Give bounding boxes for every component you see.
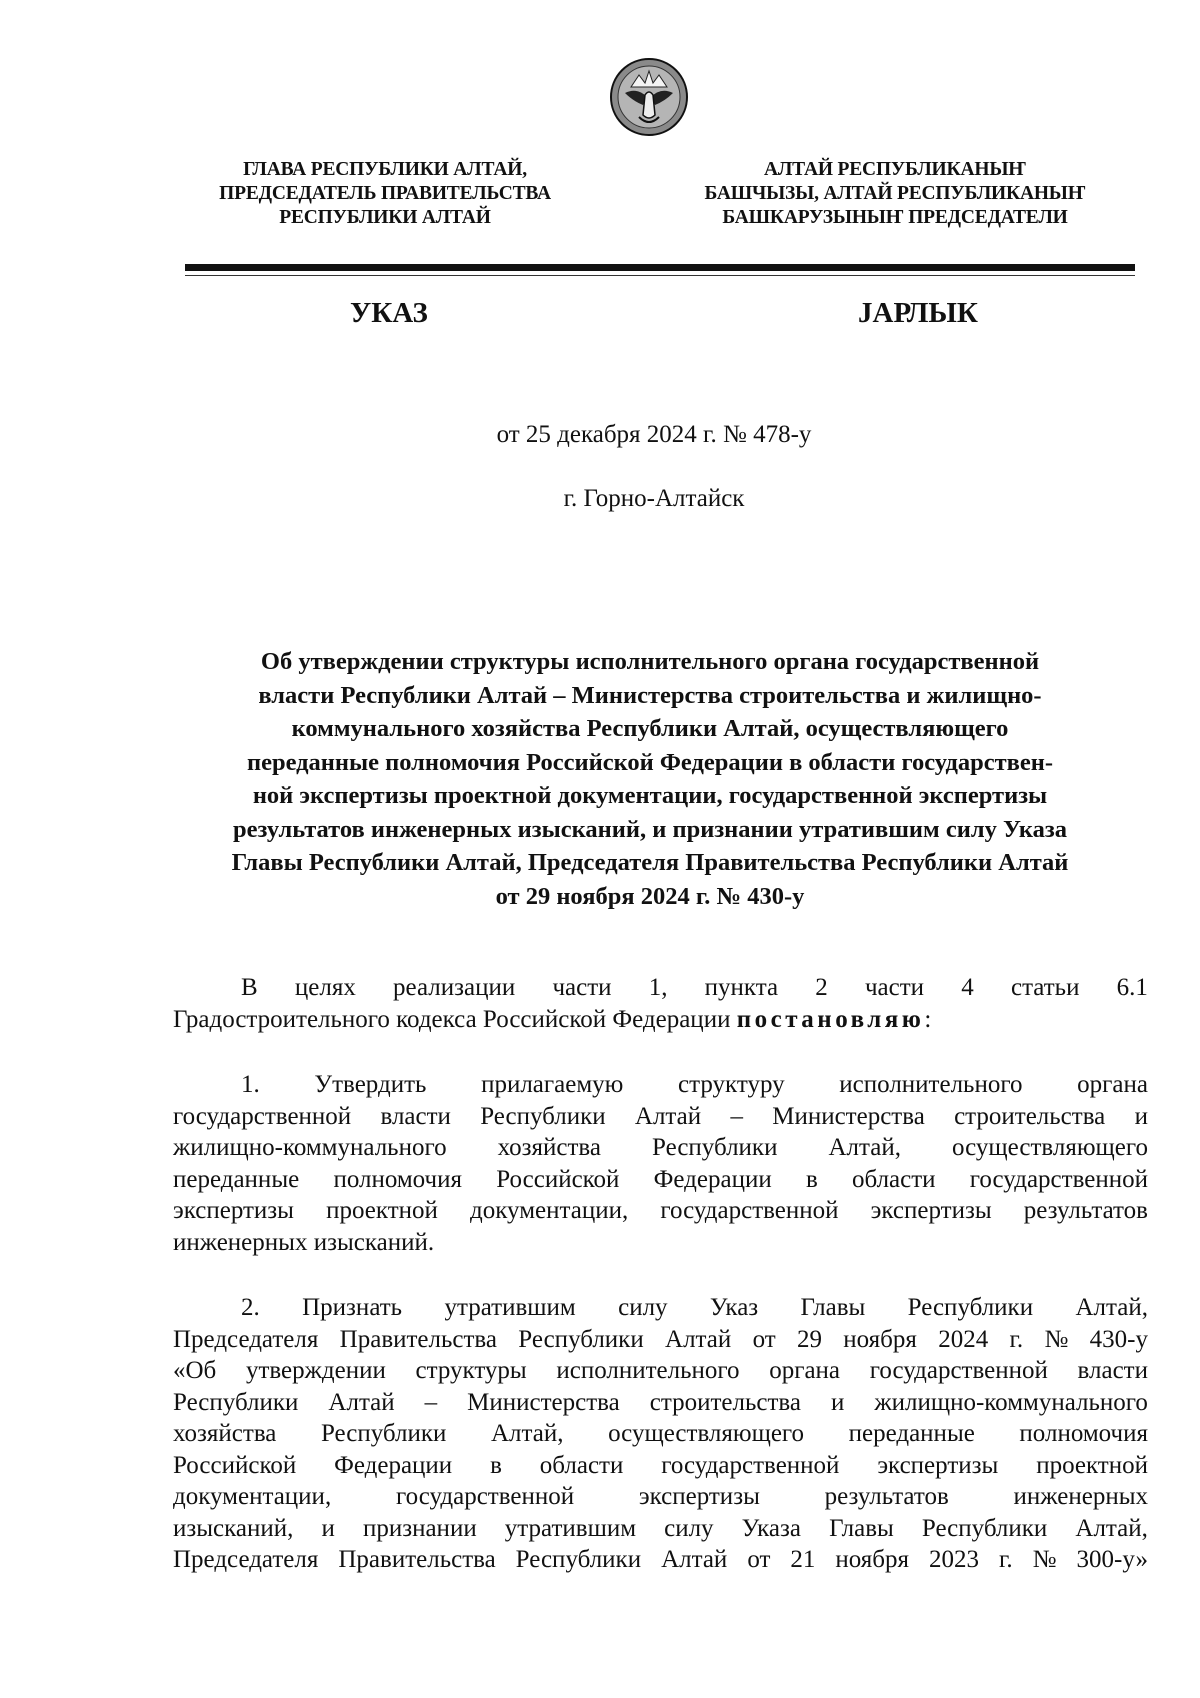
word: г. — [998, 1546, 1013, 1573]
word: 29 — [796, 1325, 822, 1353]
word: жилищно-коммунального — [173, 1134, 447, 1161]
word: утратившим — [444, 1294, 576, 1321]
title-line: Главы Республики Алтай, Председателя Правительства Республики Алтай — [231, 849, 1069, 876]
word: Министерства — [467, 1388, 620, 1416]
word: полномочия — [1019, 1420, 1148, 1447]
word: 2 — [815, 974, 828, 1001]
justified-line — [173, 1132, 1148, 1164]
word: Российской — [173, 1451, 297, 1479]
justified-line — [173, 1387, 1148, 1419]
justified-line — [173, 1450, 1148, 1482]
word: Федерации — [653, 1165, 772, 1193]
justified-line — [173, 1324, 1148, 1356]
preamble-colon: : — [924, 1005, 932, 1033]
word: 6.1 — [1116, 974, 1148, 1001]
issuer-line: БАШЧЫЗЫ, АЛТАЙ РЕСПУБЛИКАНЫҤ — [704, 183, 1086, 204]
word: инженерных — [1013, 1483, 1148, 1510]
word: и — [830, 1388, 845, 1416]
word: признании — [362, 1514, 477, 1542]
word: Республики — [480, 1102, 606, 1130]
justified-line — [173, 1164, 1148, 1196]
word: и — [321, 1514, 335, 1542]
doc-type-russian: УКАЗ — [350, 297, 428, 329]
word: статьи — [1010, 974, 1080, 1001]
word: экспертизы — [173, 1197, 294, 1224]
issuer-line: ПРЕДСЕДАТЕЛЬ ПРАВИТЕЛЬСТВА — [219, 183, 551, 204]
word: 2. — [241, 1294, 260, 1321]
word: 4 — [961, 974, 974, 1001]
word: ноября — [835, 1546, 910, 1573]
preamble-paragraph — [173, 972, 1148, 1035]
word: 430-у — [1089, 1325, 1148, 1353]
word: силу — [618, 1294, 668, 1321]
word: проектной — [326, 1197, 438, 1224]
word: «Об — [173, 1357, 217, 1384]
word: экспертизы — [870, 1197, 992, 1224]
word: жилищно-коммунального — [874, 1388, 1148, 1416]
word: экспертизы — [877, 1451, 999, 1479]
word: структуру — [678, 1071, 785, 1098]
word: целях — [294, 974, 356, 1001]
word: хозяйства — [497, 1134, 602, 1161]
word: Председателя — [173, 1325, 319, 1353]
word: ноября — [843, 1325, 917, 1353]
justified-line — [173, 1355, 1148, 1387]
word: Алтай — [665, 1325, 732, 1353]
word: государственной — [969, 1165, 1148, 1193]
coat-of-arms-icon — [609, 57, 689, 137]
decree-city: г. Горно-Алтайск — [563, 485, 745, 512]
resolve-word: постановляю — [736, 1005, 925, 1033]
preamble-text: Градостроительного кодекса Российской Федерации — [173, 1005, 737, 1033]
word: Республики — [921, 1514, 1048, 1542]
word: Указ — [709, 1294, 759, 1321]
word: Главы — [829, 1514, 894, 1542]
word: государственной — [661, 1451, 840, 1479]
justified-line — [173, 1195, 1148, 1227]
header-divider-thin — [185, 275, 1135, 276]
word: г. — [1009, 1325, 1024, 1353]
issuer-line: БАШКАРУЗЫНЫҤ ПРЕДСЕДАТЕЛИ — [722, 207, 1068, 228]
word: изысканий, — [173, 1514, 294, 1542]
word: государственной — [173, 1102, 352, 1130]
word: от — [752, 1325, 776, 1353]
title-line: результатов инженерных изысканий, и признании утратившим силу Указа — [232, 815, 1068, 843]
word: государственной — [869, 1357, 1048, 1384]
justified-line — [173, 1418, 1148, 1450]
word: власти — [380, 1102, 451, 1130]
word: – — [730, 1102, 743, 1130]
issuer-title-altai — [685, 158, 1105, 230]
issuer-line: РЕСПУБЛИКИ АЛТАЙ — [279, 207, 491, 228]
word: органа — [1077, 1071, 1148, 1098]
word: 2023 — [929, 1546, 979, 1573]
word: области — [851, 1165, 936, 1193]
title-line: от 29 ноября 2024 г. № 430-у — [495, 882, 805, 910]
word: Правительства — [338, 1546, 496, 1573]
title-line: власти Республики Алтай – Министерства строительства и жилищно- — [258, 681, 1042, 709]
word: в — [805, 1165, 818, 1193]
justified-line — [173, 1292, 1148, 1324]
word: Алтай, — [490, 1420, 564, 1447]
word: пункта — [704, 974, 779, 1001]
justified-line — [173, 1069, 1148, 1101]
word: № — [1032, 1546, 1057, 1573]
word: государственной — [660, 1197, 839, 1224]
word: Алтай, — [1075, 1514, 1148, 1542]
word: осуществляющего — [608, 1420, 805, 1447]
word: Алтай — [328, 1388, 395, 1416]
clause-1-paragraph — [173, 1069, 1148, 1258]
word: – — [424, 1388, 438, 1416]
justified-line — [173, 1544, 1148, 1576]
word: 2024 — [938, 1325, 989, 1353]
word: Главы — [800, 1294, 866, 1321]
decree-date-number: от 25 декабря 2024 г. № 478-у — [496, 421, 812, 448]
word: № — [1044, 1325, 1069, 1353]
title-line: коммунального хозяйства Республики Алтай, осуществляющего — [291, 715, 1009, 742]
word: в — [490, 1451, 502, 1479]
issuer-title-russian — [175, 158, 595, 230]
word: документации, — [470, 1197, 629, 1224]
word: области — [539, 1451, 624, 1479]
title-line: переданные полномочия Российской Федерации в области государствен- — [246, 748, 1054, 776]
word: результатов — [1023, 1197, 1148, 1224]
word: строительства — [649, 1388, 801, 1416]
word: утратившим — [504, 1514, 637, 1542]
word: хозяйства — [173, 1420, 277, 1447]
word: Алтай, — [1075, 1294, 1148, 1321]
word: Алтай — [634, 1102, 702, 1130]
word: и — [1134, 1102, 1148, 1130]
clause-2-paragraph — [173, 1292, 1148, 1576]
word: утверждении — [245, 1357, 386, 1384]
word: Республики — [518, 1325, 644, 1353]
word: от — [747, 1546, 771, 1573]
word: исполнительного — [839, 1071, 1023, 1098]
word: части — [864, 974, 925, 1001]
preamble-line-2 — [173, 1004, 1148, 1036]
issuer-line: АЛТАЙ РЕСПУБЛИКАНЫҤ — [763, 159, 1027, 180]
word: власти — [1077, 1357, 1148, 1384]
word: Российской — [496, 1165, 620, 1193]
word: Признать — [302, 1294, 403, 1321]
doc-type-altai: ЈАРЛЫК — [858, 297, 978, 329]
word: результатов — [824, 1483, 949, 1510]
word: силу — [664, 1514, 714, 1542]
issuer-line: ГЛАВА РЕСПУБЛИКИ АЛТАЙ, — [243, 159, 527, 180]
word: Республики — [320, 1420, 447, 1447]
justified-line — [173, 1481, 1148, 1513]
word: части — [552, 974, 612, 1001]
word: реализации — [393, 974, 516, 1001]
justified-line — [173, 1101, 1148, 1133]
decree-title — [150, 645, 1150, 913]
justified-line — [173, 972, 1148, 1004]
word: Республики — [515, 1546, 642, 1573]
word: Указа — [741, 1514, 801, 1542]
word: Министерства — [772, 1102, 925, 1130]
word: Председателя — [173, 1546, 319, 1573]
word: полномочия — [333, 1165, 462, 1193]
word: 1, — [648, 974, 668, 1001]
word: осуществляющего — [951, 1134, 1148, 1161]
word: В — [241, 974, 258, 1001]
word: прилагаемую — [481, 1071, 624, 1098]
word: переданные — [173, 1165, 300, 1193]
word: исполнительного — [556, 1357, 740, 1384]
word: Утвердить — [314, 1071, 427, 1098]
justified-line — [173, 1513, 1148, 1545]
word: Федерации — [334, 1451, 453, 1479]
word: экспертизы — [638, 1483, 760, 1510]
word: Республики — [907, 1294, 1034, 1321]
word: документации, — [173, 1483, 332, 1510]
word: Правительства — [339, 1325, 497, 1353]
word: строительства — [954, 1102, 1106, 1130]
header-divider-thick — [185, 264, 1135, 271]
word: структуры — [415, 1357, 527, 1384]
word: проектной — [1036, 1451, 1148, 1479]
clause-1-last-line: инженерных изысканий. — [173, 1228, 435, 1256]
title-line: Об утверждении структуры исполнительного органа государственной — [260, 648, 1040, 675]
word: 300-у» — [1076, 1546, 1148, 1573]
title-line: ной экспертизы проектной документации, государственной экспертизы — [252, 782, 1048, 809]
word: государственной — [395, 1483, 575, 1510]
word: 21 — [790, 1546, 816, 1573]
word: органа — [769, 1357, 841, 1384]
word: Республики — [173, 1388, 299, 1416]
word: Алтай — [661, 1546, 728, 1573]
word: Алтай, — [828, 1134, 901, 1161]
word: переданные — [848, 1420, 975, 1447]
word: 1. — [241, 1071, 260, 1098]
word: Республики — [652, 1134, 778, 1161]
